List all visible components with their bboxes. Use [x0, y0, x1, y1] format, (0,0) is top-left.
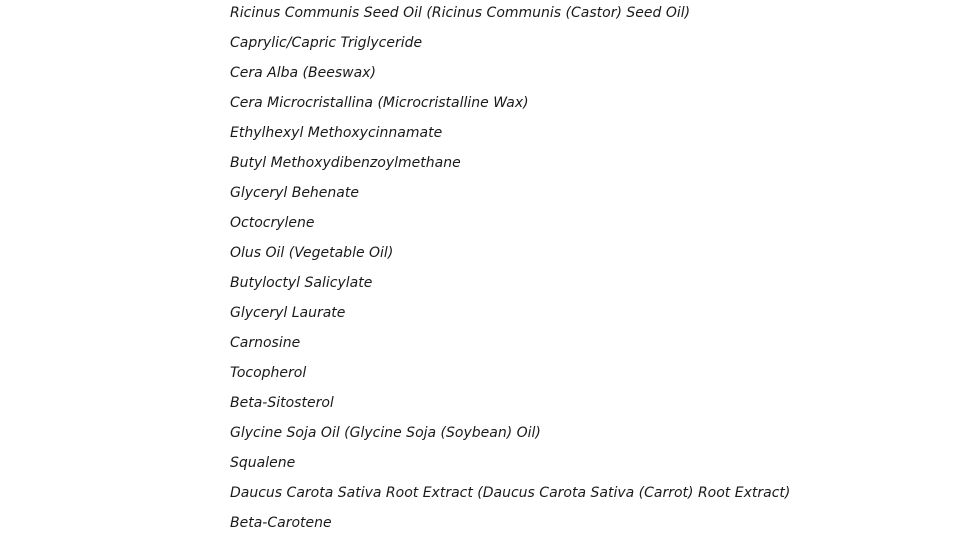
ingredient-item: Butyl Methoxydibenzoylmethane — [230, 155, 461, 171]
ingredient-item: Daucus Carota Sativa Root Extract (Daucus Carota Sativa (Carrot) Root Extract) — [230, 485, 791, 501]
ingredient-item: Squalene — [230, 455, 296, 471]
ingredient-item: Ethylhexyl Methoxycinnamate — [230, 125, 443, 141]
ingredient-item: Glycine Soja Oil (Glycine Soja (Soybean) Oil) — [230, 425, 541, 441]
ingredient-item: Tocopherol — [230, 365, 307, 381]
ingredient-item: Glyceryl Laurate — [230, 305, 346, 321]
ingredient-item: Ricinus Communis Seed Oil (Ricinus Communis (Castor) Seed Oil) — [230, 5, 691, 21]
ingredient-item: Olus Oil (Vegetable Oil) — [230, 245, 394, 261]
ingredient-item: Butyloctyl Salicylate — [230, 275, 373, 291]
ingredient-item: Carnosine — [230, 335, 301, 351]
ingredient-item: Cera Alba (Beeswax) — [230, 65, 376, 81]
ingredient-item: Caprylic/Capric Triglyceride — [230, 35, 423, 51]
ingredient-item: Octocrylene — [230, 215, 315, 231]
ingredient-item: Beta-Carotene — [230, 515, 332, 531]
ingredient-item: Glyceryl Behenate — [230, 185, 359, 201]
ingredient-list — [230, 0, 930, 540]
ingredient-item: Beta-Sitosterol — [230, 395, 334, 411]
ingredient-item: Cera Microcristallina (Microcristalline Wax) — [230, 95, 529, 111]
